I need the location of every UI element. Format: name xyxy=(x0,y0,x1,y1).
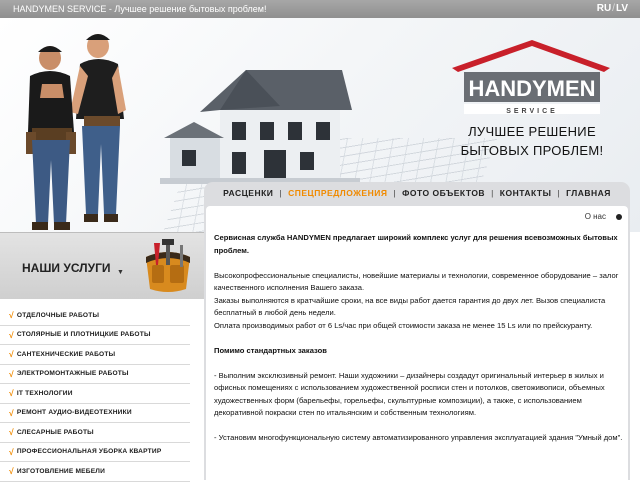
nav-separator: | xyxy=(393,188,397,198)
nav-item-special-offers[interactable]: СПЕЦПРЕДЛОЖЕНИЯ xyxy=(288,188,388,198)
service-item-carpentry[interactable] xyxy=(0,326,190,346)
nav-item-home[interactable]: ГЛАВНАЯ xyxy=(566,188,611,198)
main-content xyxy=(206,206,628,480)
service-item-label: ЭЛЕКТРОМОНТАЖНЫЕ РАБОТЫ xyxy=(16,370,129,378)
service-item-locksmith[interactable] xyxy=(0,423,190,443)
handymen-workers-image xyxy=(18,24,138,230)
nav-separator: | xyxy=(557,188,561,198)
services-header xyxy=(0,232,204,299)
paragraph-orders: Заказы выполняются в кратчайшие сроки, на все виды работ дается гарантия до двух лет. Вызов специалиста бесплатный в любой день недели. xyxy=(214,295,606,317)
lang-separator: / xyxy=(612,3,615,14)
service-item-electrical[interactable] xyxy=(0,365,190,385)
tagline-line-2: БЫТОВЫХ ПРОБЛЕМ! xyxy=(460,143,604,158)
section-heading: Помимо стандартных заказов xyxy=(214,345,327,355)
paragraph-smart-home: - Установим многофункциональную систему автоматизированного управления эксплуатацией здания "Умный дом". xyxy=(214,433,623,442)
service-item-label: ОТДЕЛОЧНЫЕ РАБОТЫ xyxy=(16,311,100,319)
paragraph-specialists: Высокопрофессиональные специалисты, новейшие материалы и технологии, современное оборудование – залог качественного исполнения Вашего заказа. xyxy=(214,270,619,292)
service-item-finishing[interactable] xyxy=(0,306,190,326)
tagline xyxy=(438,122,626,160)
bullet-icon xyxy=(616,214,622,220)
top-bar xyxy=(0,0,640,18)
about-label: О нас xyxy=(584,212,606,221)
checkmark-icon: √ xyxy=(9,446,14,457)
house-image xyxy=(160,66,370,186)
nav-separator: | xyxy=(491,188,494,198)
service-item-plumbing[interactable] xyxy=(0,345,190,365)
paragraph-exclusive-repair: - Выполним эксклюзивный ремонт. Наши художники – дизайнеры создадут оригинальный интерьер в жилых и офисных помещениях с использованием художественной росписи стен и потолков, светоживописи, объемных художественных форм (барельефы, горельефы, скульптурные композиции), а также, с использованием декоративной покраски стен по итальянским и собственным технологиям. xyxy=(214,370,605,417)
service-item-label: ИЗГОТОВЛЕНИЕ МЕБЕЛИ xyxy=(16,467,106,475)
service-item-furniture[interactable] xyxy=(0,462,190,482)
nav-item-photos[interactable]: ФОТО ОБЪЕКТОВ xyxy=(402,188,486,198)
handymen-logo xyxy=(448,38,614,122)
nav-item-prices[interactable]: РАСЦЕНКИ xyxy=(223,188,274,198)
nav-item-contacts[interactable]: КОНТАКТЫ xyxy=(499,188,552,198)
service-item-cleaning[interactable] xyxy=(0,443,190,463)
intro-paragraph: Сервисная служба HANDYMEN предлагает широкий комплекс услуг для решения всевозможных бытовых проблем. xyxy=(214,233,618,255)
checkmark-icon: √ xyxy=(9,407,14,418)
about-link[interactable] xyxy=(585,212,622,221)
service-item-label: РЕМОНТ АУДИО-ВИДЕОТЕХНИКИ xyxy=(16,409,132,417)
service-item-av-repair[interactable] xyxy=(0,404,190,424)
logo-sub-text: SERVICE xyxy=(506,108,558,115)
services-sidebar xyxy=(0,232,204,480)
checkmark-icon: √ xyxy=(9,329,14,340)
checkmark-icon: √ xyxy=(9,368,14,379)
site-title: HANDYMEN SERVICE - Лучшее решение бытовых проблем! xyxy=(13,4,267,14)
service-item-label: СЛЕСАРНЫЕ РАБОТЫ xyxy=(16,428,94,436)
service-item-label: СТОЛЯРНЫЕ И ПЛОТНИЦКИЕ РАБОТЫ xyxy=(16,331,151,339)
tagline-line-1: ЛУЧШЕЕ РЕШЕНИЕ xyxy=(468,124,596,139)
service-item-label: IT ТЕХНОЛОГИИ xyxy=(16,389,73,397)
nav-separator: | xyxy=(279,188,283,198)
services-list xyxy=(0,306,190,482)
content-text xyxy=(214,232,624,445)
toolbelt-icon xyxy=(140,237,196,297)
checkmark-icon: √ xyxy=(9,466,14,477)
logo-brand-text: HANDYMEN xyxy=(468,76,596,101)
checkmark-icon: √ xyxy=(9,427,14,438)
checkmark-icon: √ xyxy=(9,388,14,399)
language-switcher xyxy=(597,3,628,14)
paragraph-payment: Оплата производимых работ от 6 Ls/час при общей стоимости заказа не менее 15 Ls или по прейскуранту. xyxy=(214,320,593,330)
service-item-label: САНТЕХНИЧЕСКИЕ РАБОТЫ xyxy=(16,350,116,358)
checkmark-icon: √ xyxy=(9,349,14,360)
services-title: НАШИ УСЛУГИ xyxy=(22,261,111,275)
lang-lv-link[interactable]: LV xyxy=(615,3,628,14)
service-item-it[interactable] xyxy=(0,384,190,404)
main-nav xyxy=(204,182,630,204)
lang-ru-link[interactable]: RU xyxy=(596,3,612,14)
dropdown-arrow-icon: ▼ xyxy=(117,269,124,276)
service-item-label: ПРОФЕССИОНАЛЬНАЯ УБОРКА КВАРТИР xyxy=(16,448,162,456)
checkmark-icon: √ xyxy=(9,310,14,321)
